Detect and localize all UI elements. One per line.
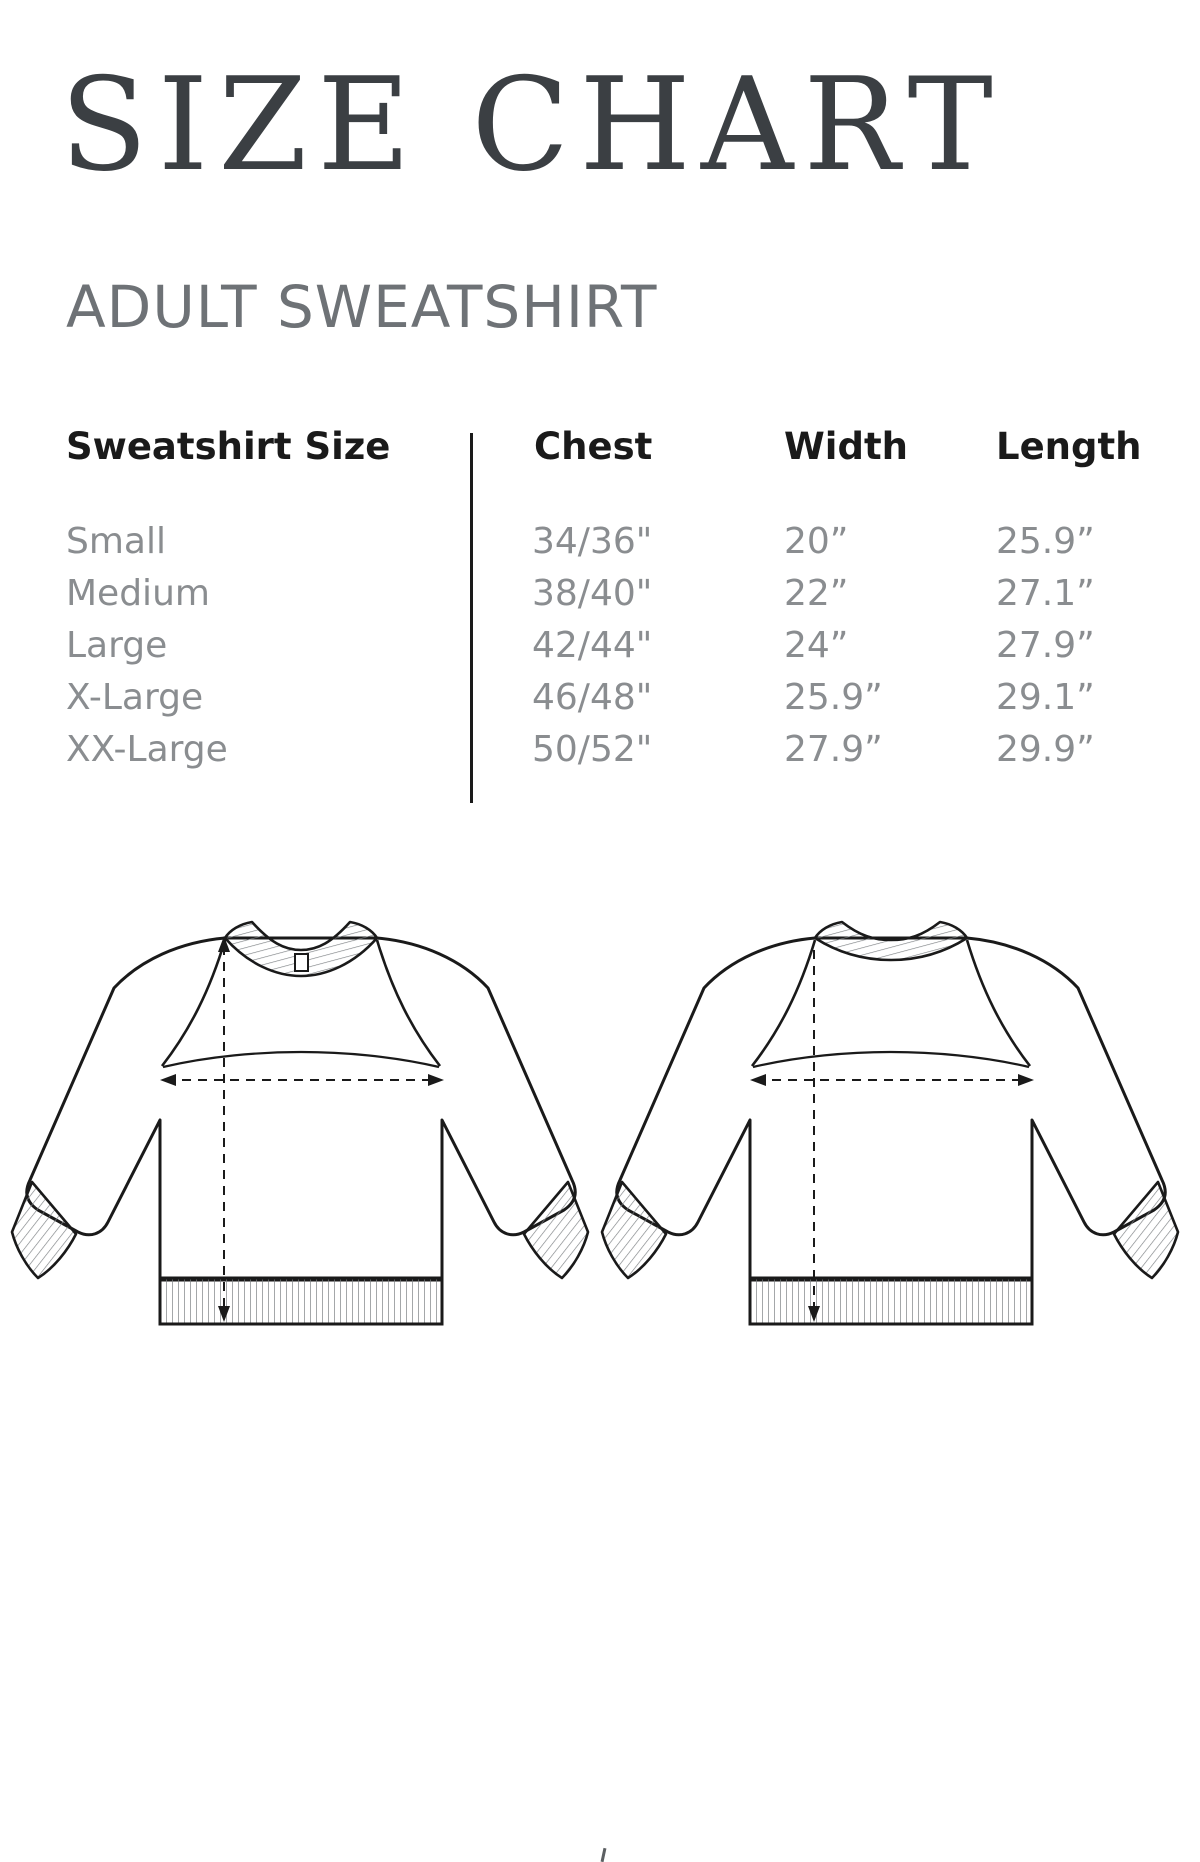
cell-width: 20”	[784, 521, 849, 562]
table-row	[62, 625, 1158, 677]
cell-width: 25.9”	[784, 677, 883, 718]
table-header-row	[62, 425, 1158, 487]
cell-chest: 50/52"	[532, 729, 653, 770]
column-header-length: Length	[996, 425, 1142, 468]
cell-length: 27.9”	[996, 625, 1095, 666]
table-body	[62, 521, 1158, 781]
column-header-size: Sweatshirt Size	[66, 425, 391, 468]
cell-size: XX-Large	[66, 729, 228, 770]
cell-length: 27.1”	[996, 573, 1095, 614]
cell-width: 22”	[784, 573, 849, 614]
cell-chest: 42/44"	[532, 625, 653, 666]
cell-chest: 46/48"	[532, 677, 653, 718]
garment-illustrations	[0, 880, 1200, 1500]
cell-length: 29.9”	[996, 729, 1095, 770]
cell-size: X-Large	[66, 677, 204, 718]
table-row	[62, 729, 1158, 781]
table-row	[62, 573, 1158, 625]
cell-size: Small	[66, 521, 166, 562]
page-subtitle: ADULT SWEATSHIRT	[66, 273, 658, 341]
cell-chest: 38/40"	[532, 573, 653, 614]
sweatshirt-back-illustration	[600, 880, 1180, 1500]
column-header-chest: Chest	[534, 425, 653, 468]
cell-length: 29.1”	[996, 677, 1095, 718]
cell-size: Medium	[66, 573, 210, 614]
sweatshirt-front-illustration	[10, 880, 590, 1500]
page-title: SIZE CHART	[60, 51, 1003, 200]
cell-chest: 34/36"	[532, 521, 653, 562]
stray-mark	[601, 1848, 607, 1862]
column-header-width: Width	[784, 425, 909, 468]
cell-length: 25.9”	[996, 521, 1095, 562]
cell-width: 27.9”	[784, 729, 883, 770]
size-chart-table	[62, 425, 1158, 770]
cell-width: 24”	[784, 625, 849, 666]
table-row	[62, 521, 1158, 573]
cell-size: Large	[66, 625, 168, 666]
table-row	[62, 677, 1158, 729]
